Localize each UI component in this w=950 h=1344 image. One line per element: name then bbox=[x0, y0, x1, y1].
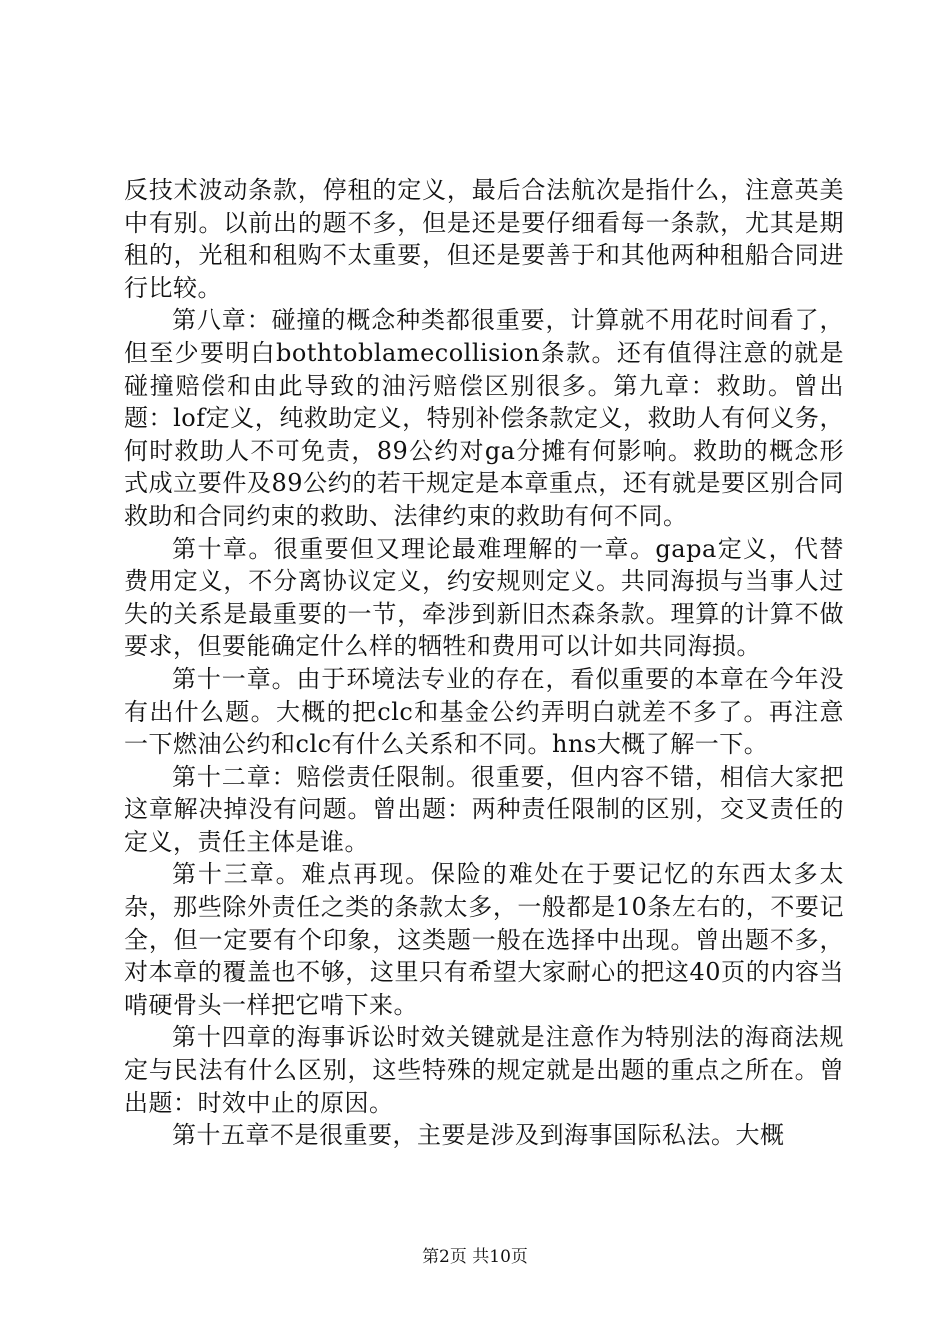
paragraph-chapter-15: 第十五章不是很重要，主要是涉及到海事国际私法。大概 bbox=[172, 1121, 785, 1150]
page-number-footer: 第2页 共10页 bbox=[422, 1247, 528, 1267]
paragraph-chapter-10: 第十章。很重要但又理论最难理解的一章。gapa定义，代替费用定义，不分离协议定义，约安规则定义。共同海损与当事人过失的关系是最重要的一节，牵涉到新旧杰森条款。理算的计算不做要求，但要能确定什么样的牺牲和费用可以计如共同海损。 bbox=[124, 534, 844, 661]
paragraph-chapter-12: 第十二章：赔偿责任限制。很重要，但内容不错，相信大家把这章解决掉没有问题。曾出题：两种责任限制的区别，交叉责任的定义，责任主体是谁。 bbox=[124, 762, 844, 856]
paragraph-chapter-13: 第十三章。难点再现。保险的难处在于要记忆的东西太多太杂，那些除外责任之类的条款太多，一般都是10条左右的，不要记全，但一定要有个印象，这类题一般在选择中出现。曾出题不多，对本章的覆盖也不够，这里只有希望大家耐心的把这40页的内容当啃硬骨头一样把它啃下来。 bbox=[124, 860, 844, 1019]
document-body bbox=[124, 174, 844, 1152]
paragraph-continuation: 反技术波动条款，停租的定义，最后合法航次是指什么，注意英美中有别。以前出的题不多，但是还是要仔细看每一条款，尤其是期租的，光租和租购不太重要，但还是要善于和其他两种租船合同进行比较。 bbox=[124, 176, 844, 302]
paragraph-chapter-14: 第十四章的海事诉讼时效关键就是注意作为特别法的海商法规定与民法有什么区别，这些特殊的规定就是出题的重点之所在。曾出题：时效中止的原因。 bbox=[124, 1023, 844, 1117]
paragraph-chapter-8-9: 第八章：碰撞的概念种类都很重要，计算就不用花时间看了，但至少要明白bothtoblamecollision条款。还有值得注意的就是碰撞赔偿和由此导致的油污赔偿区别很多。第九章：救助。曾出题：lof定义，纯救助定义，特别补偿条款定义，救助人有何义务，何时救助人不可免责，89公约对ga分摊有何影响。救助的概念形式成立要件及89公约的若干规定是本章重点，还有就是要区别合同救助和合同约束的救助、法律约束的救助有何不同。 bbox=[124, 306, 844, 530]
paragraph-chapter-11: 第十一章。由于环境法专业的存在，看似重要的本章在今年没有出什么题。大概的把clc和基金公约弄明白就差不多了。再注意一下燃油公约和clc有什么关系和不同。hns大概了解一下。 bbox=[124, 664, 844, 759]
